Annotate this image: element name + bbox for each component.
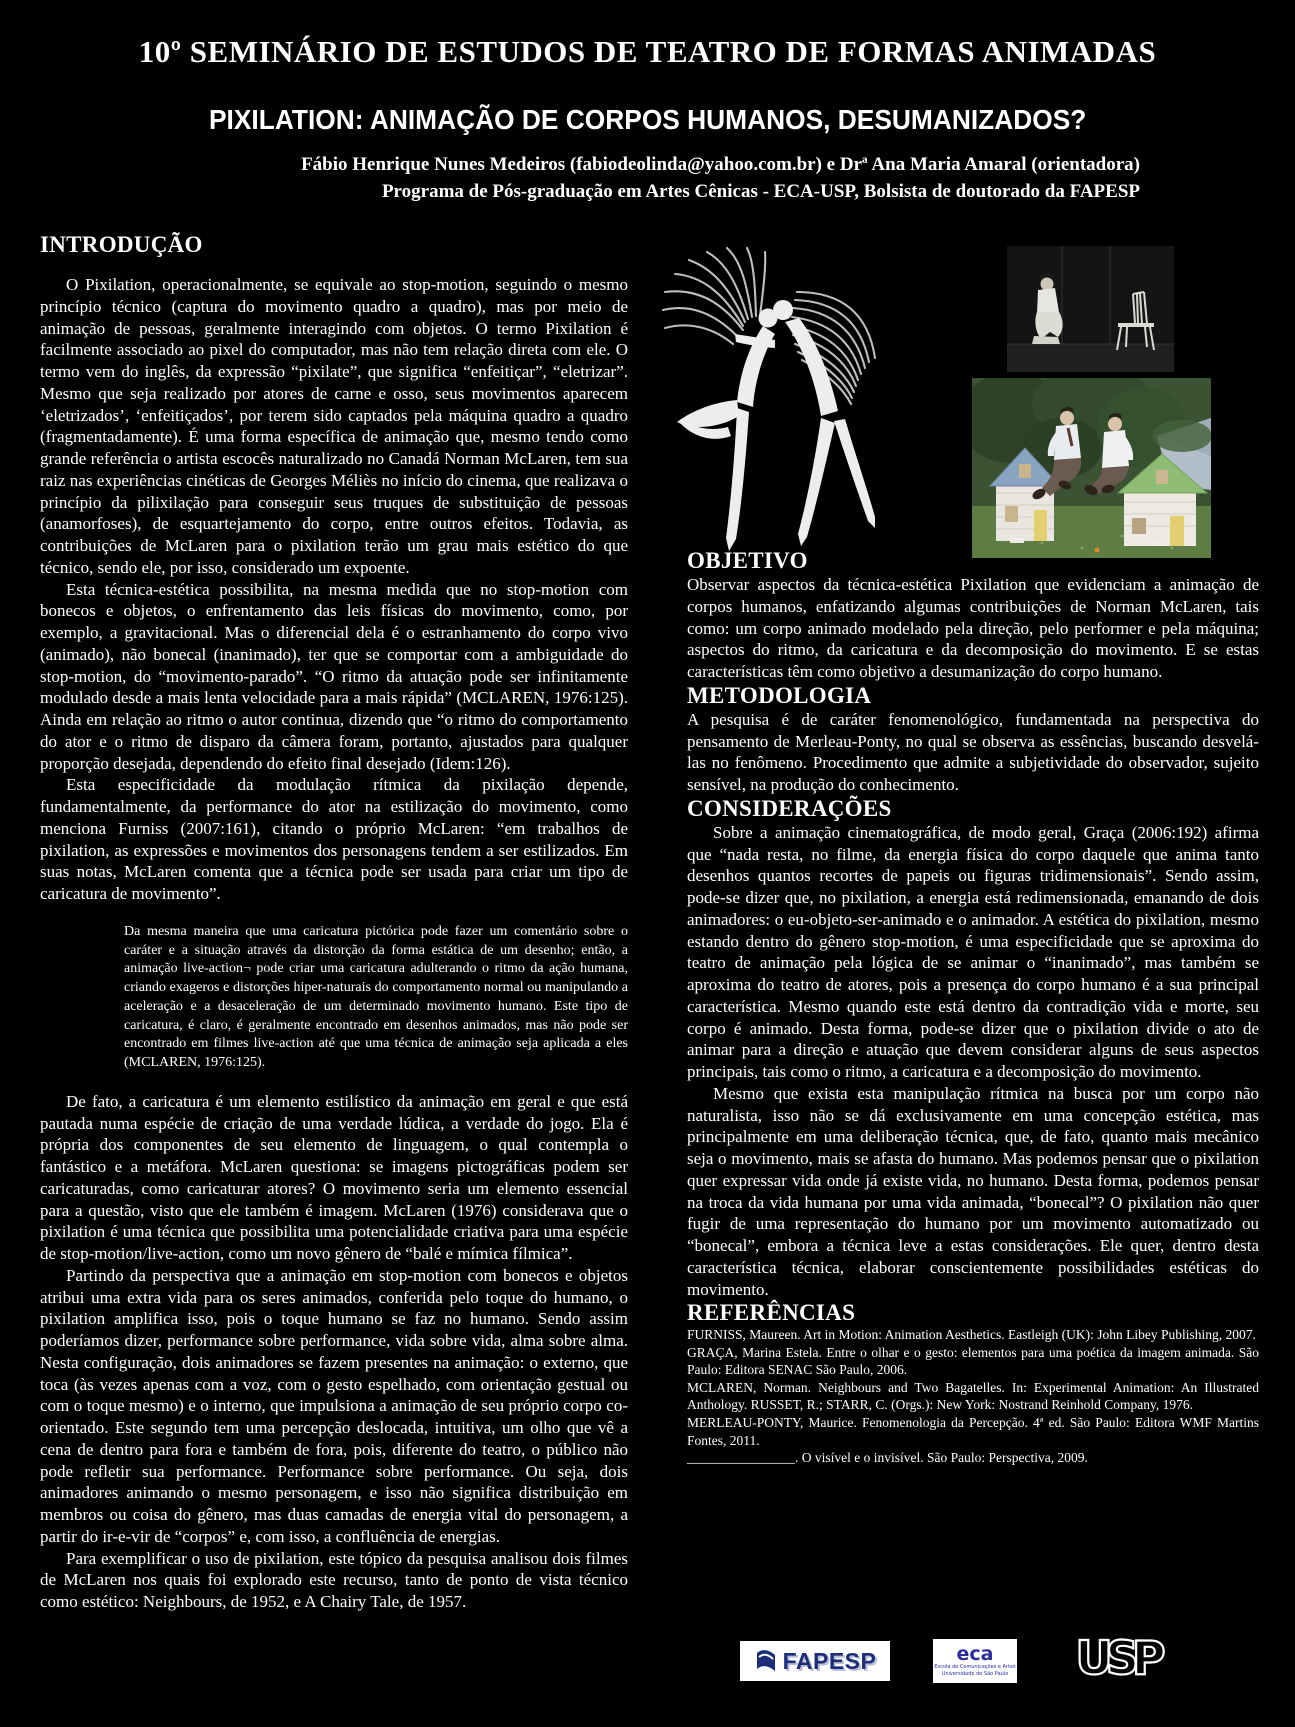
- fapesp-logo-text: FAPESP: [782, 1647, 877, 1674]
- usp-logo-text: USP: [1075, 1631, 1159, 1685]
- metodologia-paragraph: A pesquisa é de caráter fenomenológico, fundamentada na perspectiva do pensamento de Merleau-Ponty, no qual se observa as essências, buscando desvelá-las no fenômeno. Procedimento que admite a subjetividade do observador, sujeito sensível, na produção do conhecimento.: [687, 709, 1259, 794]
- fapesp-logo: [740, 1641, 890, 1681]
- intro-paragraph-5: Partindo da perspectiva que a animação em stop-motion com bonecos e objetos atribui uma extra vida para os seres animados, conferida pelo toque do humano, o pixilation amplifica isso, pois o toque humano se faz no humano. Sendo assim poderíamos dizer, performance sobre performance, vida sobre vida, alma sobre alma. Nesta configuração, dois animadores se fazem presentes na animação: o externo, que toca (às vezes apenas com a voz, com o gesto espelhado, com orientação gestual ou com o toque mesmo) e o interno, que impulsiona a animação de seu próprio corpo co-orientado. Este segundo tem uma percepção deslocada, intuitiva, um olho que vê a cena de dentro para fora e também de fora, pois, diferente do teatro, o público não pode refletir sua performance. Performance sobre performance. Ou seja, dois animadores animando o mesmo personagem, e isso não significa distribuição em membros ou coisa do gênero, mas duas camadas de energia vital do personagem, a partir do ir-e-vir de “corpos” e, com isso, a confluência de energias.: [40, 1265, 628, 1546]
- pas-de-deux-illustration: [625, 230, 895, 565]
- intro-paragraph-1: O Pixilation, operacionalmente, se equivale ao stop-motion, seguindo o mesmo princípio técnico (captura do movimento quadro a quadro), mas por meio de animação de pessoas, geralmente interagindo com objetos. O termo Pixilation é facilmente associado ao pixel do computador, mas não tem relação direta com ele. O termo vem do inglês, da expressão “pixilate”, que significa “enfeitiçar”, “eletrizar”. Mesmo que seja realizado por atores de carne e osso, seus movimentos aparecem ‘eletrizados’, ‘enfeitiçados’, por terem sido captados pela máquina quadro a quadro (fragmentadamente). É uma forma específica de animação que, mesmo tendo como grande referência o artista escocês naturalizado no Canadá Norman McLaren, tem sua raiz nas experiências cinéticas de Georges Méliès no início do cinema, que realizava o princípio da pilixilação para conseguir seus truques de substituição de pessoas (anamorfoses), de esquartejamento do corpo, entre outros efeitos. Todavia, as contribuições de McLaren para o pixilation terão um grau mais estético do que técnico, sendo ele, por isso, considerado um expoente.: [40, 275, 628, 577]
- neighbours-still: [972, 378, 1211, 558]
- eca-logo: [933, 1639, 1017, 1683]
- reference-item: FURNISS, Maureen. Art in Motion: Animation Aesthetics. Eastleigh (UK): John Libey Publishing, 2007.: [687, 1327, 1256, 1343]
- fapesp-flag-icon: [754, 1647, 778, 1675]
- eca-logo-line1: Escola de Comunicações e Artes: [934, 1664, 1016, 1670]
- intro-blockquote: Da mesma maneira que uma caricatura pictórica pode fazer um comentário sobre o caráter e a situação através da distorção da forma estática de um desenho; então, a animação live-action¬ pode criar uma caricatura adulterando o ritmo da ação humana, criando exageros e distorções hiper-naturais do comportamento normal ou manipulando a aceleração e a desaceleração de um determinado movimento humano. Este tipo de caricatura, é claro, é geralmente encontrado em desenhos animados, mas não pode ser encontrado em filmes live-action até que uma técnica de animação seja aplicada a eles (MCLAREN, 1976:125).: [124, 923, 628, 1070]
- references-list: [687, 1326, 1259, 1466]
- eca-logo-text: eca: [956, 1643, 994, 1665]
- authors-line: Fábio Henrique Nunes Medeiros (fabiodeolinda@yahoo.com.br) e Drª Ana Maria Amaral (orientadora): [301, 154, 1140, 175]
- section-title-introducao: INTRODUÇÃO: [40, 232, 203, 257]
- reference-item: ________________. O visível e o invisível. São Paulo: Perspectiva, 2009.: [687, 1450, 1088, 1466]
- chairy-tale-illustration: [1007, 246, 1174, 372]
- usp-logo-mark: [1058, 1631, 1176, 1685]
- left-column: [40, 232, 628, 1613]
- intro-paragraph-4: De fato, a caricatura é um elemento estilístico da animação em geral e que está pautada numa espécie de criação de uma verdade lúdica, a verdade do jogo. Ela é própria dos componentes de seu elemento de linguagem, o qual contempla o fantástico e a metáfora. McLaren questiona: se imagens pictográficas podem ser caricaturadas, como caricaturar atores? O movimento seria um elemento essencial para a questão, visto que ele também é imagem. McLaren (1976) considerava que o pixilation é uma técnica que possibilita uma potencialidade criativa para uma espécie de stop-motion/live-action, como um novo gênero de “balé e mímica fílmica”.: [40, 1091, 628, 1263]
- neighbours-illustration: [972, 378, 1211, 558]
- consideracoes-paragraph-2: Mesmo que exista esta manipulação rítmica na busca por um corpo não naturalista, isso não se dá exclusivamente em uma concepção estética, mas principalmente em uma deliberação técnica, que, de fato, quanto mais mecânico seja o movimento, mais se afasta do humano. Mas podemos pensar que o pixilation quer expressar vida onde já existe vida, no humano. Desta forma, podemos pensar na troca da vida humana por uma vida animada, “bonecal”? O pixilation não quer fugir de uma representação do humano por um movimento automatizado ou “bonecal”, embora a técnica leve a estas considerações. Ele quer, dentro desta característica técnica, elaborar conscientemente possibilidades estéticas do movimento.: [687, 1083, 1259, 1299]
- reference-item: GRAÇA, Marina Estela. Entre o olhar e o gesto: elementos para uma poética da imagem animada. São Paulo: Editora SENAC São Paulo, 2006.: [687, 1344, 1259, 1378]
- pas-de-deux-still: [625, 230, 895, 565]
- intro-paragraph-3: Esta especificidade da modulação rítmica da pixilação depende, fundamentalmente, da performance do ator na estilização do movimento, como menciona Furniss (2007:161), citando o próprio McLaren: “em trabalhos de pixilation, as expressões e movimentos dos personagens tendem a ser estilizados. Em suas notas, McLaren comenta que a técnica pode ser usada para criar um tipo de caricatura de movimento”.: [40, 775, 628, 903]
- section-title-objetivo: OBJETIVO: [687, 548, 808, 573]
- right-column: [687, 548, 1259, 1467]
- consideracoes-paragraph-1: Sobre a animação cinematográfica, de modo geral, Graça (2006:192) afirma que “nada resta, no filme, da energia física do corpo daquele que anima tanto desenhos quantos recortes de papeis ou figuras tridimensionais”. Sendo assim, pode-se dizer que, no pixilation, a energia está redimensionada, emanando de dois animadores: o eu-objeto-ser-animado e o animador. A estética do pixilation, mesmo estando dentro do gênero stop-motion, é uma especificidade que se aproxima do teatro de animação pela lógica de se animar o “inanimado”, mas também se aproxima do teatro de atores, pois a presença do corpo humano é a sua principal característica. Mesmo quando este está dentro da contradição vida e morte, seu corpo é animado. Desta forma, pode-se dizer que o pixilation divide o ato de animar para a direção e atuação que devem considerar alguns de seus aspectos principais, tais como o ritmo, a caricatura e a decomposição do movimento.: [687, 822, 1259, 1081]
- event-title: 10º SEMINÁRIO DE ESTUDOS DE TEATRO DE FORMAS ANIMADAS: [138, 34, 1157, 69]
- intro-paragraph-2: Esta técnica-estética possibilita, na mesma medida que no stop-motion com bonecos e objetos, o enfrentamento das leis físicas do movimento, como, por exemplo, a gravitacional. Mas o diferencial dela é o estranhamento do corpo vivo (animado), não bonecal (inanimado), ter que se comportar com a ambiguidade do stop-motion, do “movimento-parado”. “O ritmo da atuação pode ser infinitamente modulado desde a mais lenta velocidade para a mais rápida” (MCLAREN, 1976:125). Ainda em relação ao ritmo o autor continua, dizendo que “o ritmo do comportamento do ator e o ritmo de disparo da câmera foram, portanto, ajustados para qualquer proporção desejada, dependendo do efeito final desejado (Idem:126).: [40, 579, 628, 773]
- byline: [301, 152, 1140, 206]
- chairy-tale-still: [1007, 246, 1174, 372]
- poster-title-text: PIXILATION: ANIMAÇÃO DE CORPOS HUMANOS, DESUMANIZADOS?: [208, 104, 1087, 135]
- section-title-consideracoes: CONSIDERAÇÕES: [687, 795, 892, 821]
- intro-paragraph-6: Para exemplificar o uso de pixilation, este tópico da pesquisa analisou dois filmes de McLaren nos quais foi explorado este recurso, tanto de ponto de vista técnico como estético: Neighbours, de 1952, e A Chairy Tale, de 1957.: [40, 1548, 628, 1611]
- reference-item: MERLEAU-PONTY, Maurice. Fenomenologia da Percepção. 4ª ed. São Paulo: Editora WMF Martins Fontes, 2011.: [687, 1414, 1259, 1448]
- affiliation-line: Programa de Pós-graduação em Artes Cênicas - ECA-USP, Bolsista de doutorado da FAPESP: [381, 180, 1140, 202]
- usp-logo: [1058, 1631, 1176, 1685]
- objetivo-paragraph: Observar aspectos da técnica-estética Pixilation que evidenciam a animação de corpos humanos, enfatizando algumas contribuições de Norman McLaren, tais como: um corpo animado modelado pela direção, pelo performer e pela máquina; aspectos do ritmo, da caricatura e da decomposição do movimento. E se estas características têm como objetivo a desumanização do corpo humano.: [687, 575, 1259, 681]
- eca-logo-line2: Universidade de São Paulo: [941, 1670, 1009, 1677]
- section-title-metodologia: METODOLOGIA: [687, 682, 872, 708]
- poster-title: [0, 104, 1295, 136]
- reference-item: MCLAREN, Norman. Neighbours and Two Bagatelles. In: Experimental Animation: An Illustrated Anthology. RUSSET, R.; STARR, C. (Orgs.): New York: Nostrand Reinhold Company, 1976.: [687, 1379, 1259, 1413]
- section-title-referencias: REFERÊNCIAS: [687, 1300, 856, 1326]
